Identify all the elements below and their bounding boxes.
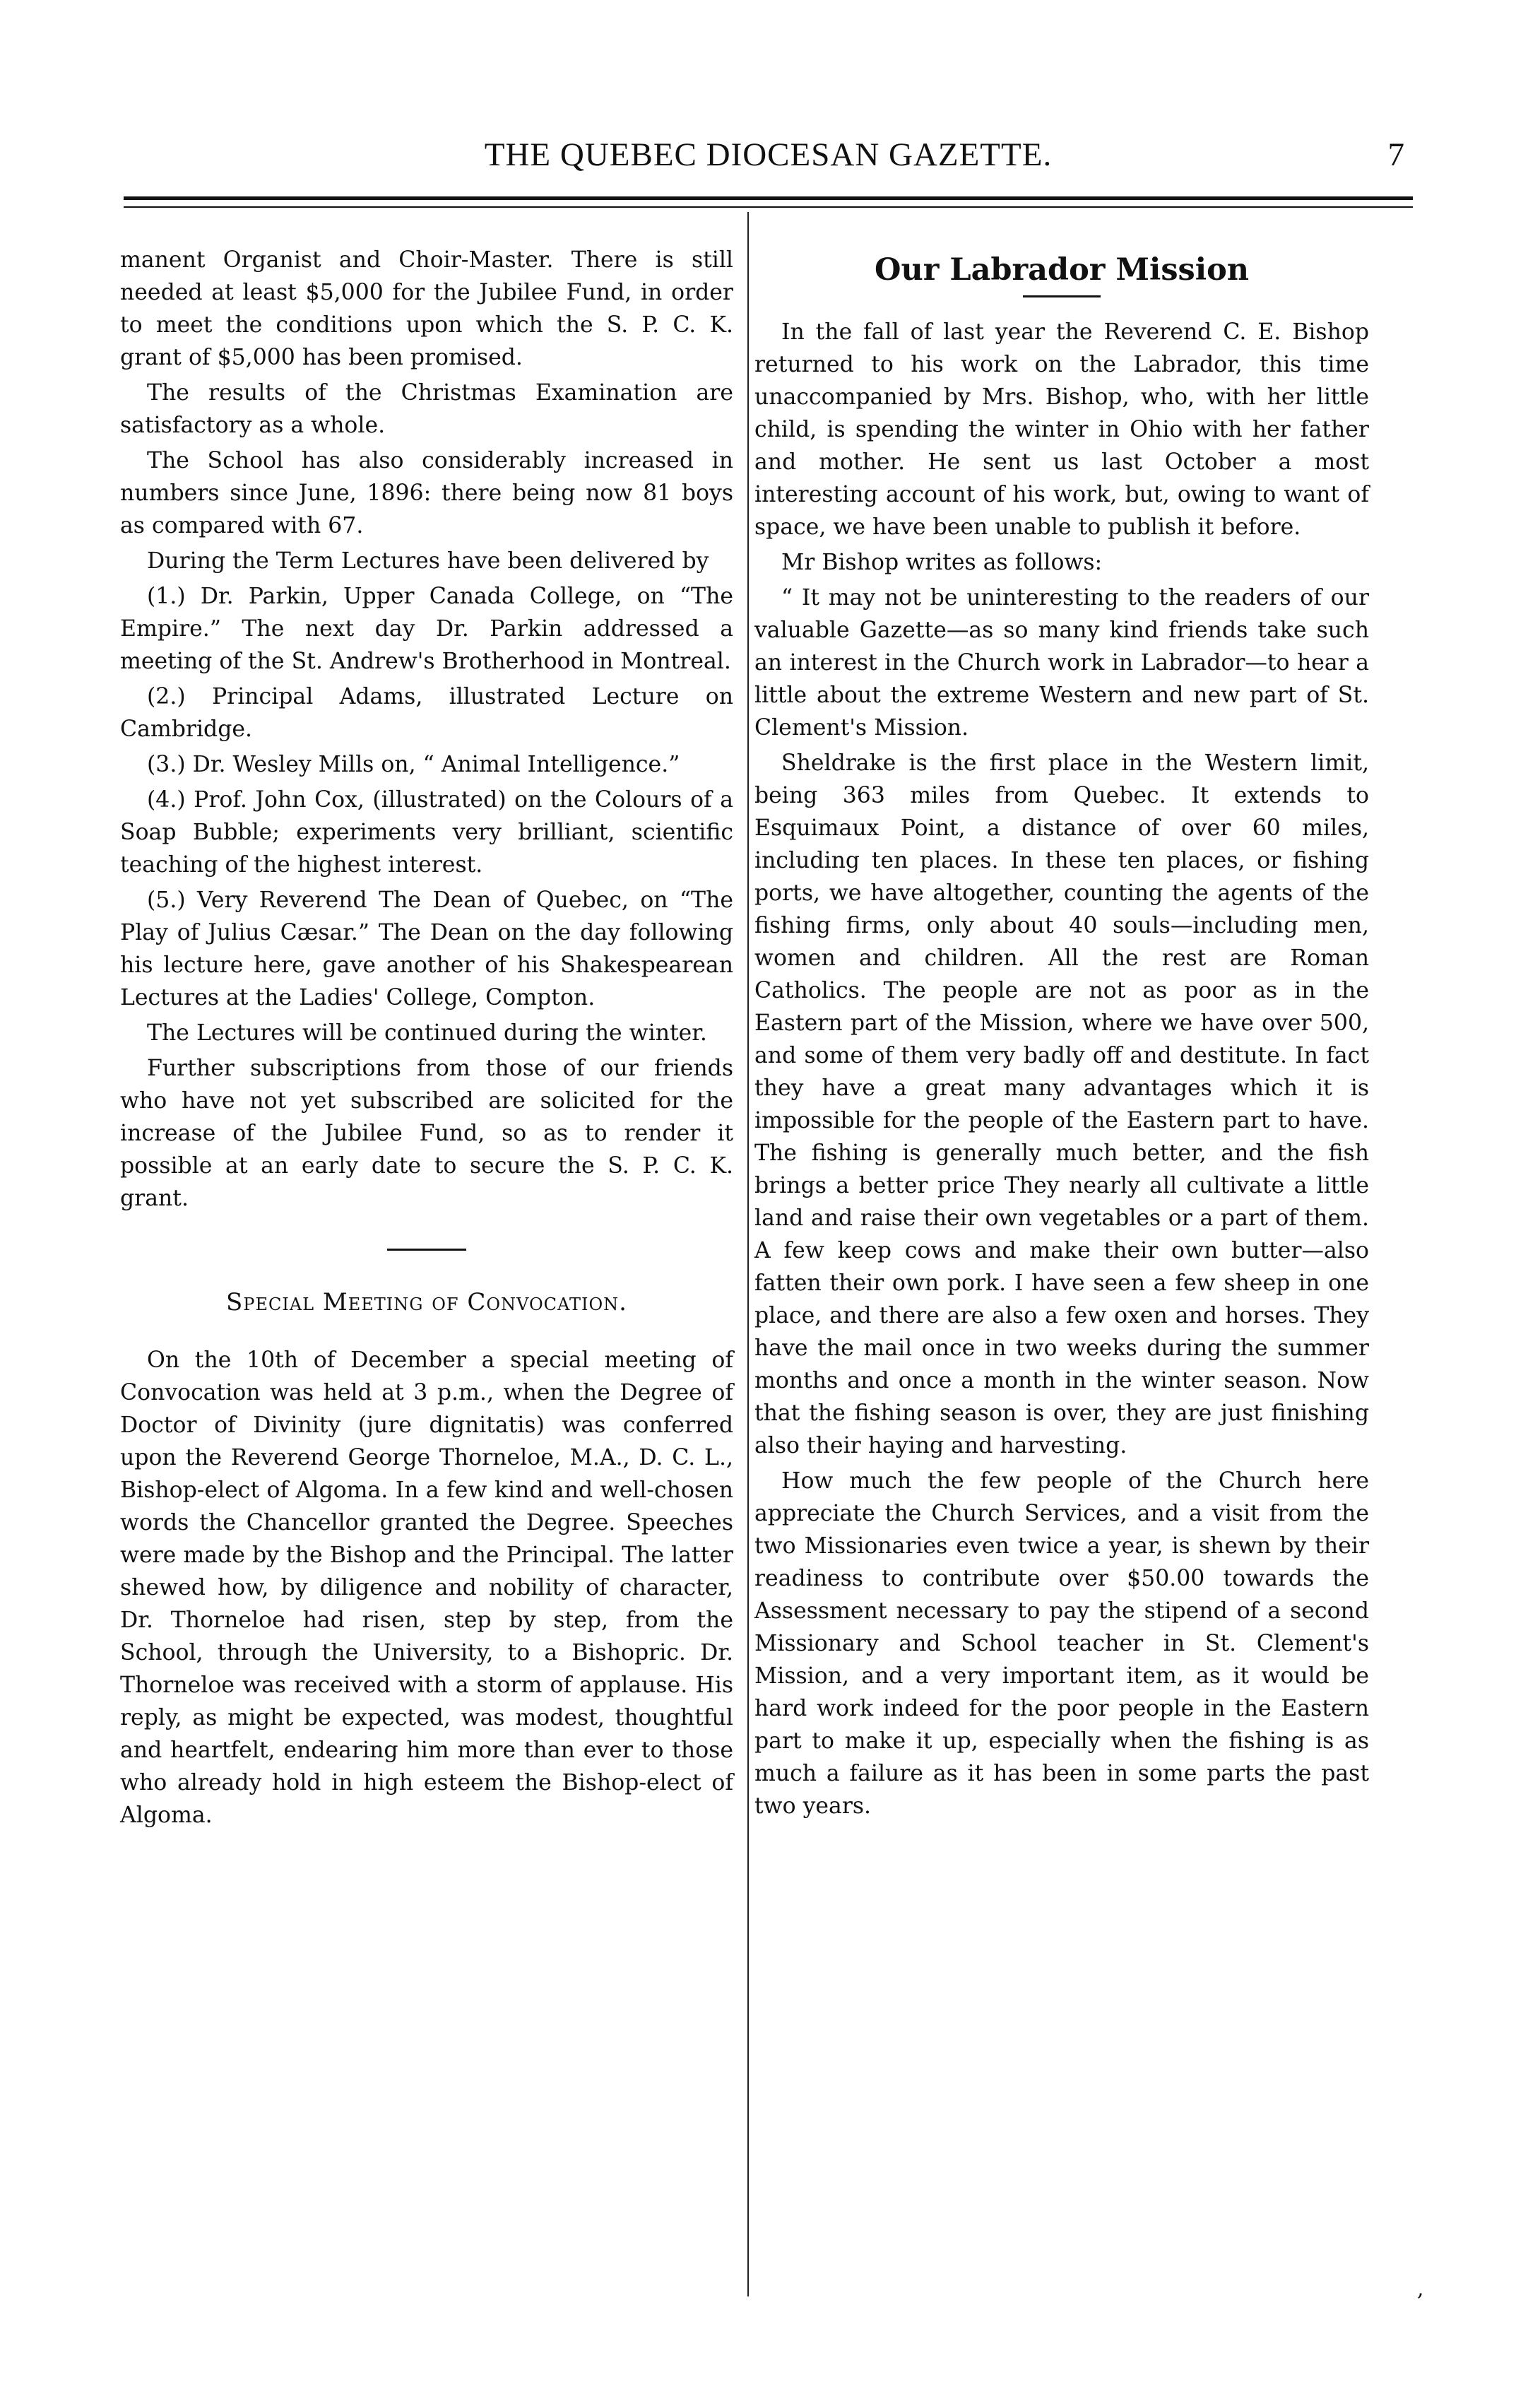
paragraph: Sheldrake is the first place in the Western limit, being 363 miles from Quebec. It extends to Esquimaux Point, a distance of over 60 miles, including ten places. In these ten places, or fishing ports, we have altogether, counting the agents of the fishing firms, only about 40 souls—including men, women and children. All the rest are Roman Catholics. The people are not as poor as in the Eastern part of the Mission, where we have over 500, and some of them very badly off and destitute. In fact they have a great many advantages which it is impossible for the people of the Eastern part to have. The fishing is generally much better, and the fish brings a better price They nearly all cultivate a little land and raise their own vegetables or a part of them. A few keep cows and make their own butter—also fatten their own pork. I have seen a few sheep in one place, and there are also a few oxen and horses. They have the mail once in two weeks during the summer months and once a month in the winter season. Now that the fishing season is over, they are just finishing also their haying and harvesting.	[754, 750, 1369, 1458]
paragraph: Mr Bishop writes as follows:	[781, 550, 1103, 575]
section-separator	[387, 1249, 466, 1251]
paragraph: In the fall of last year the Reverend C. E. Bishop returned to his work on the Labrador, this time unaccompanied by Mrs. Bishop, who, with her little child, is spending the winter in Ohio with her father and mother. He sent us last October a most interesting account of his work, but, owing to want of space, we have been unable to publish it before.	[754, 319, 1369, 540]
page-number: 7	[1387, 136, 1404, 173]
paragraph: The Lectures will be continued during the winter.	[147, 1020, 707, 1046]
left-column	[120, 244, 733, 1834]
paragraph: (1.) Dr. Parkin, Upper Canada College, on “The Empire.” The next day Dr. Parkin addressed a meeting of the St. Andrew's Brotherhood in Montreal.	[120, 584, 733, 674]
page-title: THE QUEBEC DIOCESAN GAZETTE.	[484, 136, 1053, 173]
paragraph: (2.) Principal Adams, illustrated Lecture on Cambridge.	[120, 684, 733, 742]
paragraph: (4.) Prof. John Cox, (illustrated) on the Colours of a Soap Bubble; experiments very brilliant, scientific teaching of the highest interest.	[120, 787, 733, 878]
title-rule	[1023, 295, 1101, 297]
convocation-paragraph: On the 10th of December a special meeting of Convocation was held at 3 p.m., when the Degree of Doctor of Divinity (jure dignitatis) was conferred upon the Reverend George Thorneloe, M.A., D. C. L., Bishop-elect of Algoma. In a few kind and well-chosen words the Chancellor granted the Degree. Speeches were made by the Bishop and the Principal. The latter shewed how, by diligence and nobility of character, Dr. Thorneloe had risen, step by step, from the School, through the University, to a Bishopric. Dr. Thorneloe was received with a storm of applause. His reply, as might be expected, was modest, thoughtful and heartfelt, endearing him more than ever to those who already hold in high esteem the Bishop-elect of Algoma.	[120, 1348, 733, 1828]
header-rule-thin	[124, 206, 1413, 208]
convocation-subheading: Special Meeting of Convocation.	[226, 1288, 627, 1316]
paragraph: “ It may not be uninteresting to the readers of our valuable Gazette—as so many kind friends take such an interest in the Church work in Labrador—to hear a little about the extreme Western and new part of St. Clement's Mission.	[754, 585, 1369, 741]
header-rule-thick	[124, 196, 1413, 200]
paragraph: The School has also considerably increased in numbers since June, 1896: there being now 81 boys as compared with 67.	[120, 448, 733, 538]
right-column	[754, 249, 1369, 1825]
paragraph: During the Term Lectures have been delivered by	[147, 548, 709, 574]
paragraph: manent Organist and Choir-Master. There is still needed at least $5,000 for the Jubilee Fund, in order to meet the conditions upon which the S. P. C. K. grant of $5,000 has been promised.	[120, 247, 733, 370]
column-divider	[747, 212, 749, 2296]
page-header	[124, 126, 1413, 182]
paragraph: Further subscriptions from those of our friends who have not yet subscribed are solicited for the increase of the Jubilee Fund, so as to render it possible at an early date to secure the S. P. C. K. grant.	[120, 1056, 733, 1211]
paragraph: How much the few people of the Church here appreciate the Church Services, and a visit from the two Missionaries even twice a year, is shewn by their readiness to contribute over $50.00 towards the Assessment necessary to pay the stipend of a second Missionary and School teacher in St. Clement's Mission, and a very important item, as it would be hard work indeed for the poor people in the Eastern part to make it up, especially when the fishing is as much a failure as it has been in some parts the past two years.	[754, 1468, 1369, 1819]
labrador-mission-title: Our Labrador Mission	[874, 252, 1250, 288]
paragraph: (3.) Dr. Wesley Mills on, “ Animal Intelligence.”	[147, 752, 680, 777]
paragraph: The results of the Christmas Examination are satisfactory as a whole.	[120, 380, 733, 438]
paragraph: (5.) Very Reverend The Dean of Quebec, on “The Play of Julius Cæsar.” The Dean on the day following his lecture here, gave another of his Shakespearean Lectures at the Ladies' College, Compton.	[120, 887, 733, 1010]
stray-ink-mark: ,	[1417, 2277, 1424, 2301]
